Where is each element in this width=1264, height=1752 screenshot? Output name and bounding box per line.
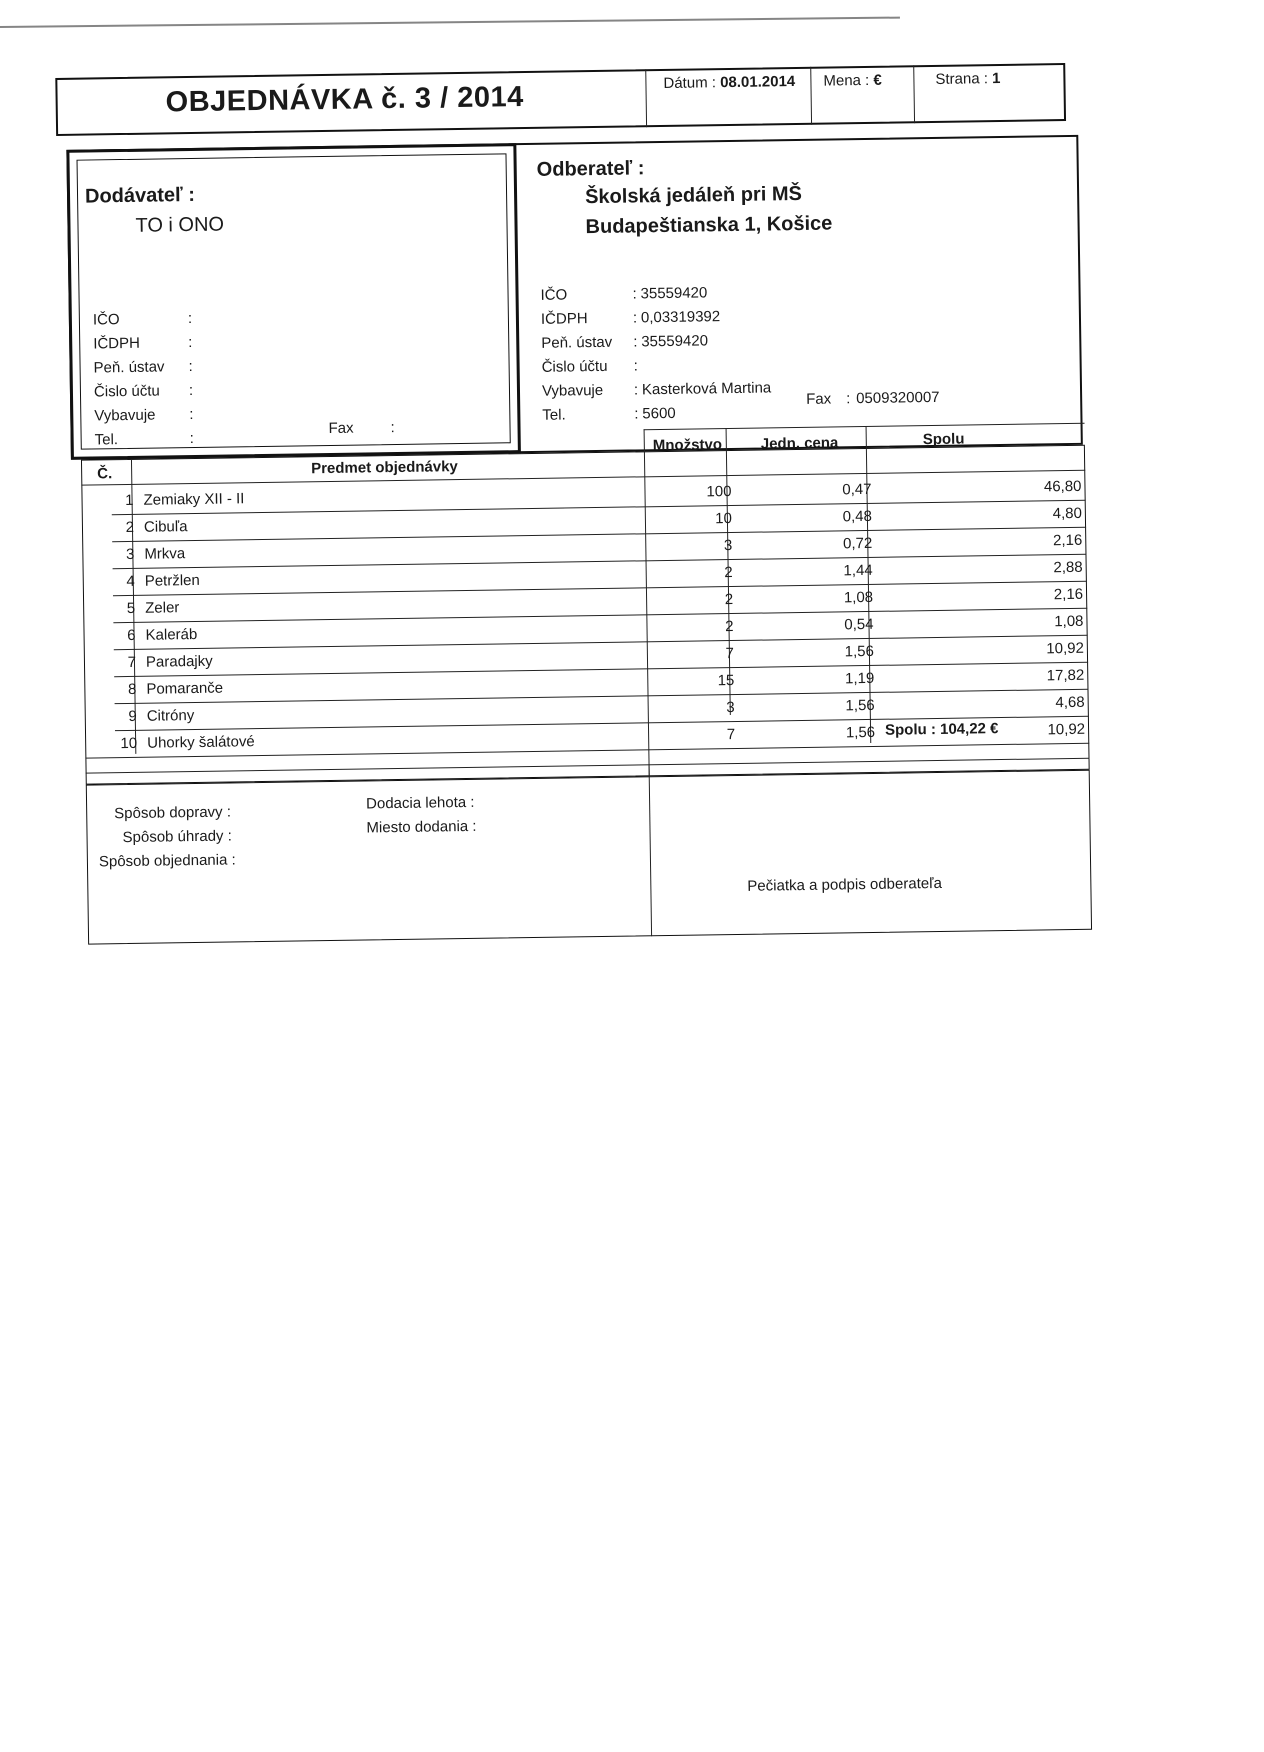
table-row: 1 Zemiaky XII - II 100 0,47 46,80 (125, 477, 1082, 510)
supplier-field: Tel. : (94, 429, 194, 449)
col-qty-header: Množstvo (652, 436, 723, 455)
page-number-field (935, 70, 1000, 88)
currency-value: € (873, 71, 882, 89)
supplier-name: TO i ONO (135, 213, 225, 237)
customer-field: IČO : 35559420 (540, 284, 708, 304)
customer-address: Budapeštianska 1, Košice (585, 212, 833, 239)
table-row: 4 Petržlen 2 1,44 2,88 (126, 558, 1083, 590)
customer-fax: Fax : 0509320007 (806, 388, 940, 408)
page-title: OBJEDNÁVKA č. 3 / 2014 (165, 81, 524, 119)
table-row: 2 Cibuľa 10 0,48 4,80 (125, 504, 1082, 537)
supplier-field: Peň. ústav : (93, 357, 193, 377)
supplier-field: IČDPH : (93, 333, 193, 353)
customer-field: Čislo účtu : (541, 357, 638, 376)
customer-field: Peň. ústav : 35559420 (541, 332, 709, 352)
date-field (663, 73, 795, 92)
table-row: 7 Paradajky 7 1,56 10,92 (127, 639, 1084, 671)
order-method-label: Spôsob objednania : (98, 851, 236, 871)
table-row: 5 Zeler 2 1,08 2,16 (126, 585, 1084, 617)
order-form (55, 43, 1095, 895)
customer-field: IČDPH : 0,03319392 (540, 308, 721, 328)
customer-field: Vybavuje : Kasterková Martina (541, 379, 772, 400)
grand-total (885, 720, 999, 739)
date-value: 08.01.2014 (720, 73, 796, 92)
supplier-field: Čislo účtu : (93, 381, 194, 401)
page-label: Strana : (935, 70, 989, 88)
footer-box (86, 770, 1092, 945)
supplier-field: Vybavuje : (94, 405, 194, 425)
stamp-signature-label: Pečiatka a podpis odberateľa (747, 874, 942, 895)
customer-name: Školská jedáleň pri MŠ (584, 182, 803, 209)
payment-label: Spôsob úhrady : (122, 827, 232, 847)
page-value: 1 (991, 69, 1001, 88)
table-row: 6 Kaleráb 2 0,54 1,08 (127, 612, 1084, 644)
delivery-time-label: Dodacia lehota : (365, 793, 475, 813)
delivery-place-label: Miesto dodania : (366, 817, 477, 837)
supplier-field: IČO : (92, 309, 193, 329)
date-label: Dátum : (663, 74, 717, 92)
grand-total-label: Spolu : (884, 721, 937, 739)
col-item-header: Predmet objednávky (310, 458, 458, 478)
supplier-title: Dodávateľ : (84, 183, 196, 208)
transport-label: Spôsob dopravy : (114, 803, 232, 823)
col-total-header: Spolu (922, 430, 965, 449)
customer-title: Odberateľ : (536, 157, 645, 181)
col-price-header: Jedn. cena (760, 434, 839, 453)
currency-label: Mena : (823, 71, 870, 90)
scan-edge-line (0, 17, 900, 28)
table-row: 10 Uhorky šalátové 7 1,56 10,92 (120, 720, 1086, 753)
table-row: 8 Pomaranče 15 1,19 17,82 (127, 666, 1085, 698)
table-row: 3 Mrkva 3 0,72 2,16 (125, 531, 1083, 563)
currency-field (823, 72, 882, 90)
customer-field: Tel. : 5600 (542, 404, 676, 424)
table-row: 9 Citróny 3 1,56 4,68 (128, 693, 1085, 725)
col-num-header: Č. (97, 465, 113, 483)
grand-total-value: 104,22 € (939, 720, 999, 738)
supplier-fax: Fax : (328, 419, 395, 437)
